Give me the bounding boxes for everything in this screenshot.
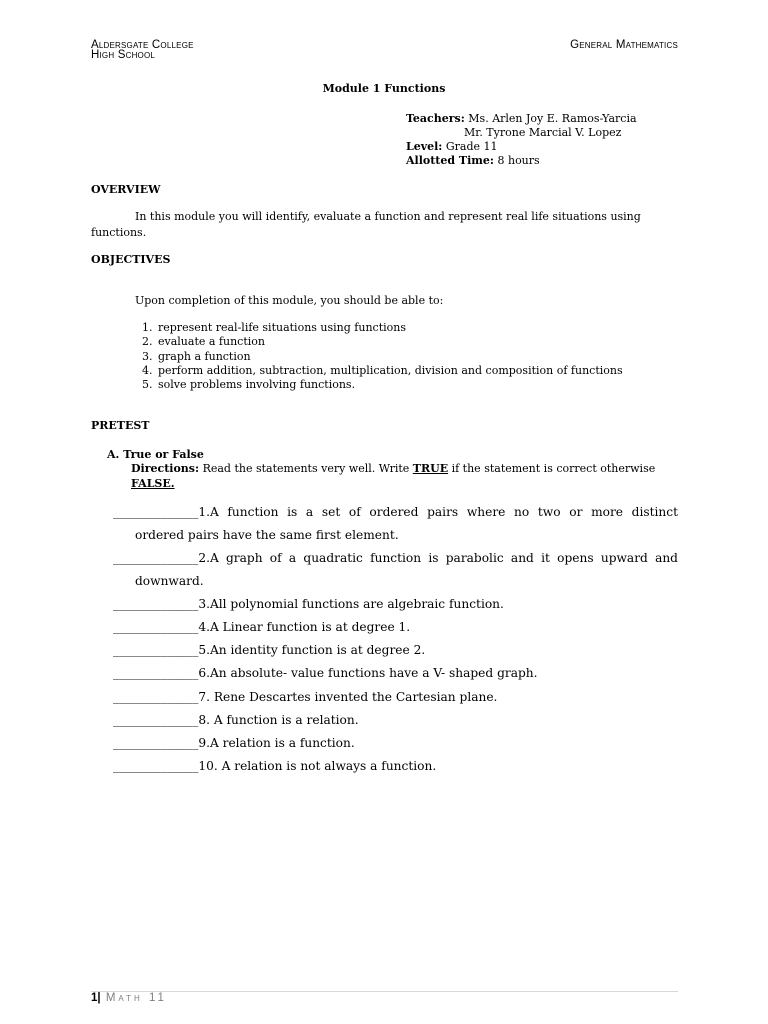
question-item: ______________5.An identity function is at degree 2. bbox=[113, 643, 426, 657]
pretest-heading: PRETEST bbox=[91, 419, 150, 432]
question-item-continuation: ordered pairs have the same first element. bbox=[135, 528, 399, 542]
question-item: ______________2.A graph of a quadratic function is parabolic and it opens upward and bbox=[113, 551, 678, 565]
overview-line-1: In this module you will identify, evaluate a function and represent real life situations using bbox=[135, 210, 641, 223]
overview-line-2: functions. bbox=[91, 226, 147, 239]
directions-text-2: if the statement is correct otherwise bbox=[451, 462, 656, 475]
answer-blank[interactable]: ______________ bbox=[113, 736, 199, 750]
module-info bbox=[406, 112, 637, 168]
true-keyword: TRUE bbox=[412, 462, 449, 475]
objectives-intro: Upon completion of this module, you should be able to: bbox=[135, 294, 444, 307]
level-value: Grade 11 bbox=[445, 140, 498, 153]
question-item-continuation: downward. bbox=[135, 574, 204, 588]
time-label: Allotted Time: bbox=[406, 154, 494, 167]
objective-item: 2. evaluate a function bbox=[142, 335, 265, 349]
overview-heading: OVERVIEW bbox=[91, 183, 161, 196]
answer-blank[interactable]: ______________ bbox=[113, 690, 199, 704]
answer-blank[interactable]: ______________ bbox=[113, 666, 199, 680]
section-a-title: A. True or False bbox=[107, 448, 204, 461]
teacher-1: Ms. Arlen Joy E. Ramos-Yarcia bbox=[468, 112, 637, 125]
answer-blank[interactable]: ______________ bbox=[113, 713, 199, 727]
objective-item: 3. graph a function bbox=[142, 349, 251, 363]
objective-item: 1. represent real-life situations using functions bbox=[142, 321, 406, 334]
school-name bbox=[91, 39, 194, 61]
school-line1: Aldersgate College bbox=[91, 39, 194, 51]
footer-divider bbox=[91, 991, 678, 992]
answer-blank[interactable]: ______________ bbox=[113, 505, 199, 519]
question-item: ______________3.All polynomial functions are algebraic function. bbox=[113, 597, 504, 611]
teachers-label: Teachers: bbox=[406, 112, 465, 125]
answer-blank[interactable]: ______________ bbox=[113, 643, 199, 657]
subject-name: General Mathematics bbox=[570, 39, 678, 51]
false-keyword: FALSE. bbox=[131, 477, 175, 490]
question-item: ______________6.An absolute- value functions have a V- shaped graph. bbox=[113, 666, 538, 680]
answer-blank[interactable]: ______________ bbox=[113, 759, 199, 773]
teacher-2: Mr. Tyrone Marcial V. Lopez bbox=[464, 126, 622, 139]
level-label: Level: bbox=[406, 140, 443, 153]
objectives-list bbox=[142, 321, 623, 392]
objective-item: 4. perform addition, subtraction, multiplication, division and composition of functions bbox=[142, 363, 623, 377]
question-item: ______________9.A relation is a function. bbox=[113, 736, 355, 750]
answer-blank[interactable]: ______________ bbox=[113, 620, 199, 634]
directions bbox=[131, 462, 678, 475]
module-title: Module 1 Functions bbox=[322, 82, 446, 95]
objectives-heading: OBJECTIVES bbox=[91, 253, 171, 266]
answer-blank[interactable]: ______________ bbox=[113, 551, 199, 565]
question-item: ______________8. A function is a relation. bbox=[113, 713, 359, 727]
question-item: ______________4.A Linear function is at degree 1. bbox=[113, 620, 411, 634]
time-value: 8 hours bbox=[497, 154, 540, 167]
question-item: ______________10. A relation is not always a function. bbox=[113, 759, 437, 773]
question-item: ______________7. Rene Descartes invented the Cartesian plane. bbox=[113, 690, 498, 704]
directions-text: Read the statements very well. Write bbox=[202, 462, 410, 475]
footer-course: Math 11 bbox=[105, 992, 167, 1004]
footer-separator: | bbox=[97, 992, 101, 1004]
school-line2: High School bbox=[91, 49, 156, 61]
question-item: ______________1.A function is a set of ordered pairs where no two or more distinct bbox=[113, 505, 678, 519]
page-footer bbox=[91, 992, 167, 1004]
page-number: 1 bbox=[91, 992, 98, 1004]
directions-label: Directions: bbox=[131, 462, 200, 475]
objective-item: 5. solve problems involving functions. bbox=[142, 378, 356, 392]
answer-blank[interactable]: ______________ bbox=[113, 597, 199, 611]
